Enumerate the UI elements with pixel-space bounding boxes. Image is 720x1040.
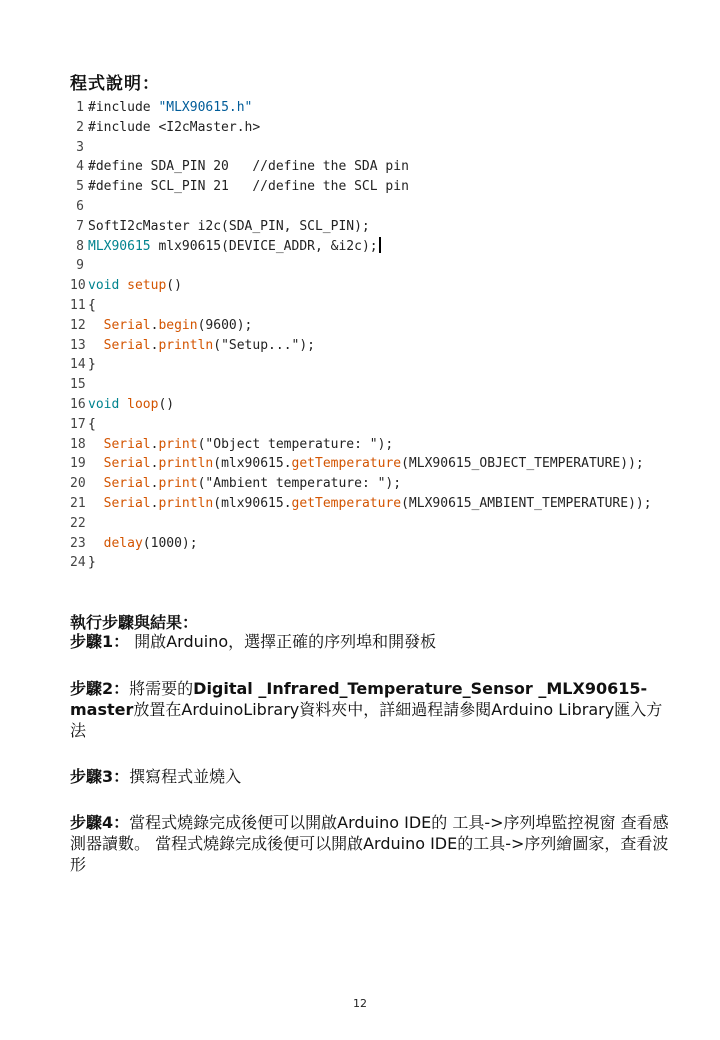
code-token: Serial xyxy=(103,317,151,333)
code-token: getTemperature xyxy=(291,456,402,472)
code-token: println xyxy=(158,456,214,472)
code-token: SoftI2cMaster i2c(SDA_PIN, SCL_PIN); xyxy=(88,218,370,234)
code-token: #define SDA_PIN 20 //define the SDA pin xyxy=(88,159,409,175)
line-number: 10 xyxy=(70,278,86,294)
step-3-label: 步驟3： xyxy=(70,767,130,786)
code-token xyxy=(88,496,104,511)
code-line xyxy=(70,415,690,435)
code-token: void xyxy=(88,278,120,294)
page-number: 12 xyxy=(353,997,367,1010)
line-number: 18 xyxy=(70,436,86,452)
code-token: begin xyxy=(158,317,198,333)
code-token: #include xyxy=(88,100,159,115)
code-line xyxy=(70,514,690,534)
code-line xyxy=(70,177,690,197)
code-line xyxy=(70,454,690,474)
code-token: . xyxy=(150,456,159,472)
code-token: (MLX90615_AMBIENT_TEMPERATURE)); xyxy=(401,495,652,511)
step-2-label: 步驟2： xyxy=(70,679,130,698)
line-number: 9 xyxy=(76,258,84,274)
code-token: { xyxy=(88,297,96,313)
code-line xyxy=(70,355,690,375)
code-token: } xyxy=(88,555,96,571)
code-line xyxy=(70,474,690,494)
line-number: 19 xyxy=(70,456,86,472)
line-number: 7 xyxy=(76,218,84,234)
code-line xyxy=(70,553,690,573)
code-token: delay xyxy=(103,535,143,551)
code-line xyxy=(70,534,690,554)
code-token: (mlx90615. xyxy=(213,495,292,511)
line-number: 11 xyxy=(70,297,86,313)
code-token: (1000); xyxy=(142,535,198,551)
code-listing xyxy=(70,98,690,573)
code-token xyxy=(88,456,104,471)
line-number: 13 xyxy=(70,337,86,353)
code-token: println xyxy=(158,495,214,511)
code-token: print xyxy=(158,476,198,492)
code-line xyxy=(70,296,690,316)
line-number: 17 xyxy=(70,416,86,432)
line-number: 16 xyxy=(70,396,86,412)
section-title: 程式說明： xyxy=(70,74,160,94)
code-token xyxy=(88,338,104,353)
line-number: 5 xyxy=(76,179,84,195)
code-token: #define SCL_PIN 21 //define the SCL pin xyxy=(88,179,409,195)
step-1-text: 開啟Arduino，選擇正確的序列埠和開發板 xyxy=(129,632,437,651)
code-token: () xyxy=(166,278,182,294)
code-token: . xyxy=(150,337,159,353)
step-2 xyxy=(70,678,670,741)
code-token xyxy=(119,397,127,412)
code-line xyxy=(70,494,690,514)
line-number: 22 xyxy=(70,515,86,531)
code-token: getTemperature xyxy=(291,495,402,511)
code-token: Serial xyxy=(103,337,151,353)
code-token: loop xyxy=(127,396,159,412)
step-3 xyxy=(70,766,670,787)
step-1-label: 步驟1： xyxy=(70,632,130,651)
line-number: 4 xyxy=(76,159,84,175)
code-token xyxy=(88,536,104,551)
line-number: 6 xyxy=(76,198,84,214)
code-line xyxy=(70,98,690,118)
code-line xyxy=(70,276,690,296)
text-cursor xyxy=(379,237,381,253)
code-token: } xyxy=(88,357,96,373)
step-1 xyxy=(70,631,670,652)
step-3-text: 撰寫程式並燒入 xyxy=(129,767,242,786)
step-4-text: 當程式燒錄完成後便可以開啟Arduino IDE的 工具->序列埠監控視窗 查看感測器讀數。 當程式燒錄完成後便可以開啟Arduino IDE的工具->序列繪圖家，查看波形 xyxy=(70,813,669,874)
line-number: 2 xyxy=(76,119,84,135)
code-line xyxy=(70,336,690,356)
code-token: Serial xyxy=(103,456,151,472)
code-token xyxy=(119,278,127,293)
step-2-bold-name: Digital _Infrared_Temperature_Sensor _MLX90615-master xyxy=(70,679,648,719)
code-token: . xyxy=(150,317,159,333)
code-token xyxy=(88,476,104,491)
code-token: (mlx90615. xyxy=(213,456,292,472)
code-token: ("Ambient temperature: "); xyxy=(197,476,402,492)
step-2-post: 放置在ArduinoLibrary資料夾中，詳細過程請參閱Arduino Library匯入方法 xyxy=(70,700,663,740)
line-number: 3 xyxy=(76,139,84,155)
code-token: ("Object temperature: "); xyxy=(197,436,394,452)
line-number: 24 xyxy=(70,555,86,571)
line-number: 15 xyxy=(70,377,86,393)
code-token: Serial xyxy=(103,495,151,511)
code-line xyxy=(70,157,690,177)
code-token: MLX90615 xyxy=(88,238,151,254)
code-token xyxy=(88,437,104,452)
code-token: setup xyxy=(127,278,167,294)
step-4-label: 步驟4： xyxy=(70,813,130,832)
step-2-pre: 將需要的 xyxy=(129,679,194,698)
code-line xyxy=(70,217,690,237)
code-token: Serial xyxy=(103,476,151,492)
code-token: ("Setup..."); xyxy=(213,337,315,353)
code-line xyxy=(70,197,690,217)
line-number: 8 xyxy=(76,238,84,254)
code-line xyxy=(70,316,690,336)
step-4 xyxy=(70,812,670,875)
code-line xyxy=(70,375,690,395)
line-number: 1 xyxy=(76,100,84,115)
code-line xyxy=(70,237,690,257)
code-token: void xyxy=(88,396,120,412)
code-token: #include <I2cMaster.h> xyxy=(88,119,261,135)
line-number: 23 xyxy=(70,535,86,551)
code-token: Serial xyxy=(103,436,151,452)
code-line xyxy=(70,138,690,158)
line-number: 12 xyxy=(70,317,86,333)
line-number: 20 xyxy=(70,476,86,492)
code-token: { xyxy=(88,416,96,432)
code-line xyxy=(70,395,690,415)
code-token: (MLX90615_OBJECT_TEMPERATURE)); xyxy=(401,456,644,472)
code-token: . xyxy=(150,476,159,492)
code-token: print xyxy=(158,436,198,452)
code-token: mlx90615(DEVICE_ADDR, &i2c); xyxy=(150,238,378,254)
code-token: println xyxy=(158,337,214,353)
code-token: () xyxy=(158,396,175,412)
code-line xyxy=(70,256,690,276)
line-number: 21 xyxy=(70,495,86,511)
code-token: (9600); xyxy=(197,317,253,333)
steps-title: 執行步驟與結果： xyxy=(70,613,199,632)
line-number: 14 xyxy=(70,357,86,373)
code-line xyxy=(70,118,690,138)
code-token xyxy=(88,318,104,333)
code-line xyxy=(70,435,690,455)
code-token: . xyxy=(150,436,159,452)
code-token: "MLX90615.h" xyxy=(158,100,253,115)
code-token: . xyxy=(150,495,159,511)
